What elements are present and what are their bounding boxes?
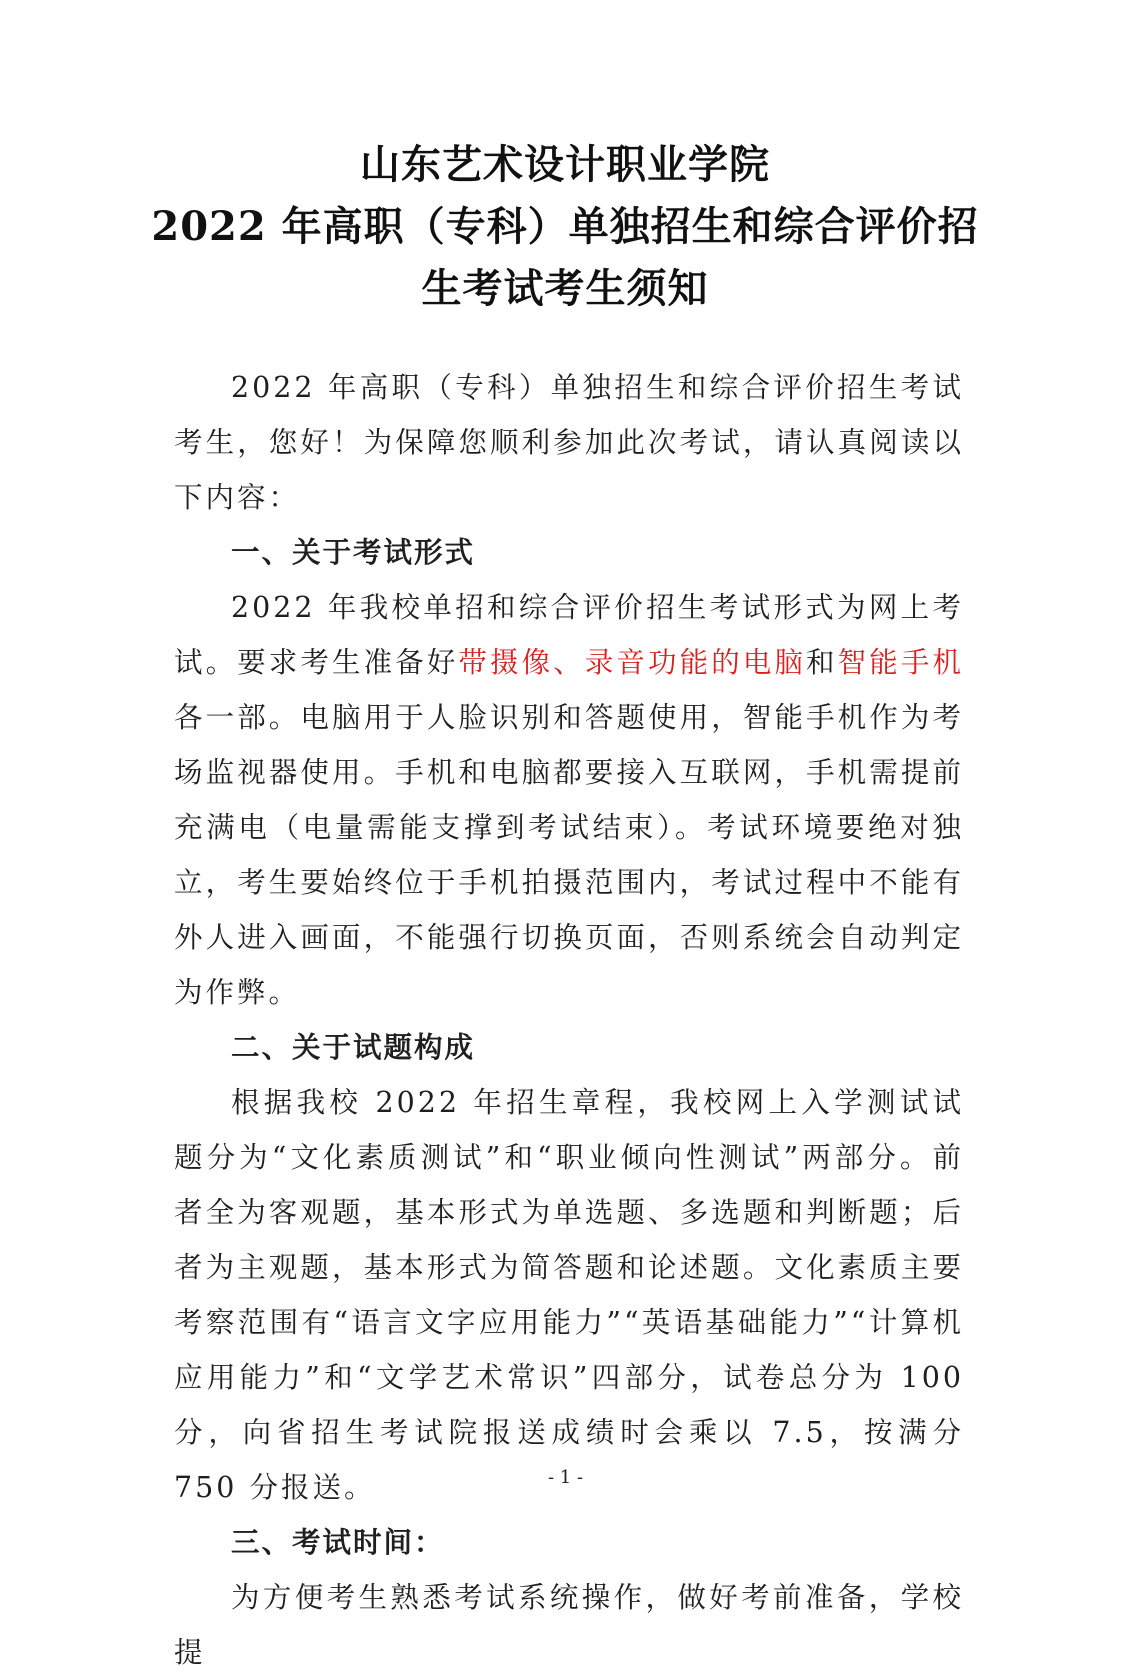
section-1-text-c: 各一部。电脑用于人脸识别和答题使用，智能手机作为考场监视器使用。手机和电脑都要接入互联网，手机需提前充满电（电量需能支撑到考试结束）。考试环境要绝对独立，考生要始终位于手机拍摄范围内，考试过程中不能有外人进入画面，不能强行切换页面，否则系统会自动判定为作弊。 [174, 701, 964, 1009]
section-2-heading: 二、关于试题构成 [231, 1031, 476, 1064]
highlight-smartphone: 智能手机 [837, 646, 964, 679]
title-line-1: 山东艺术设计职业学院 [360, 141, 770, 188]
section-1-text-b: 和 [806, 646, 838, 679]
section-1-paragraph [174, 580, 964, 1020]
section-3-heading: 三、考试时间： [231, 1526, 445, 1559]
title-line-2: 2022 年高职（专科）单独招生和综合评价招 [151, 203, 979, 250]
highlight-computer: 带摄像、录音功能的电脑 [458, 646, 807, 679]
section-3-paragraph: 为方便考生熟悉考试系统操作，做好考前准备，学校提 [174, 1581, 964, 1669]
intro-paragraph: 2022 年高职（专科）单独招生和综合评价招生考试考生，您好！为保障您顺利参加此次考试，请认真阅读以下内容： [174, 371, 964, 514]
title-line-3: 生考试考生须知 [421, 265, 709, 312]
section-1-heading: 一、关于考试形式 [231, 536, 476, 569]
page-number: - 1 - [547, 1467, 584, 1488]
section-2-paragraph: 根据我校 2022 年招生章程，我校网上入学测试试题分为“文化素质测试”和“职业倾向性测试”两部分。前者全为客观题，基本形式为单选题、多选题和判断题；后者为主观题，基本形式为简答题和论述题。文化素质主要考察范围有“语言文字应用能力”“英语基础能力”“计算机应用能力”和“文学艺术常识”四部分，试卷总分为 100 分，向省招生考试院报送成绩时会乘以 7.5，按满分 750 分报送。 [174, 1086, 964, 1504]
section-1-text-a: 2022 年我校单招和综合评价招生考试形式为网上考试。要求考生准备好 [174, 591, 964, 679]
